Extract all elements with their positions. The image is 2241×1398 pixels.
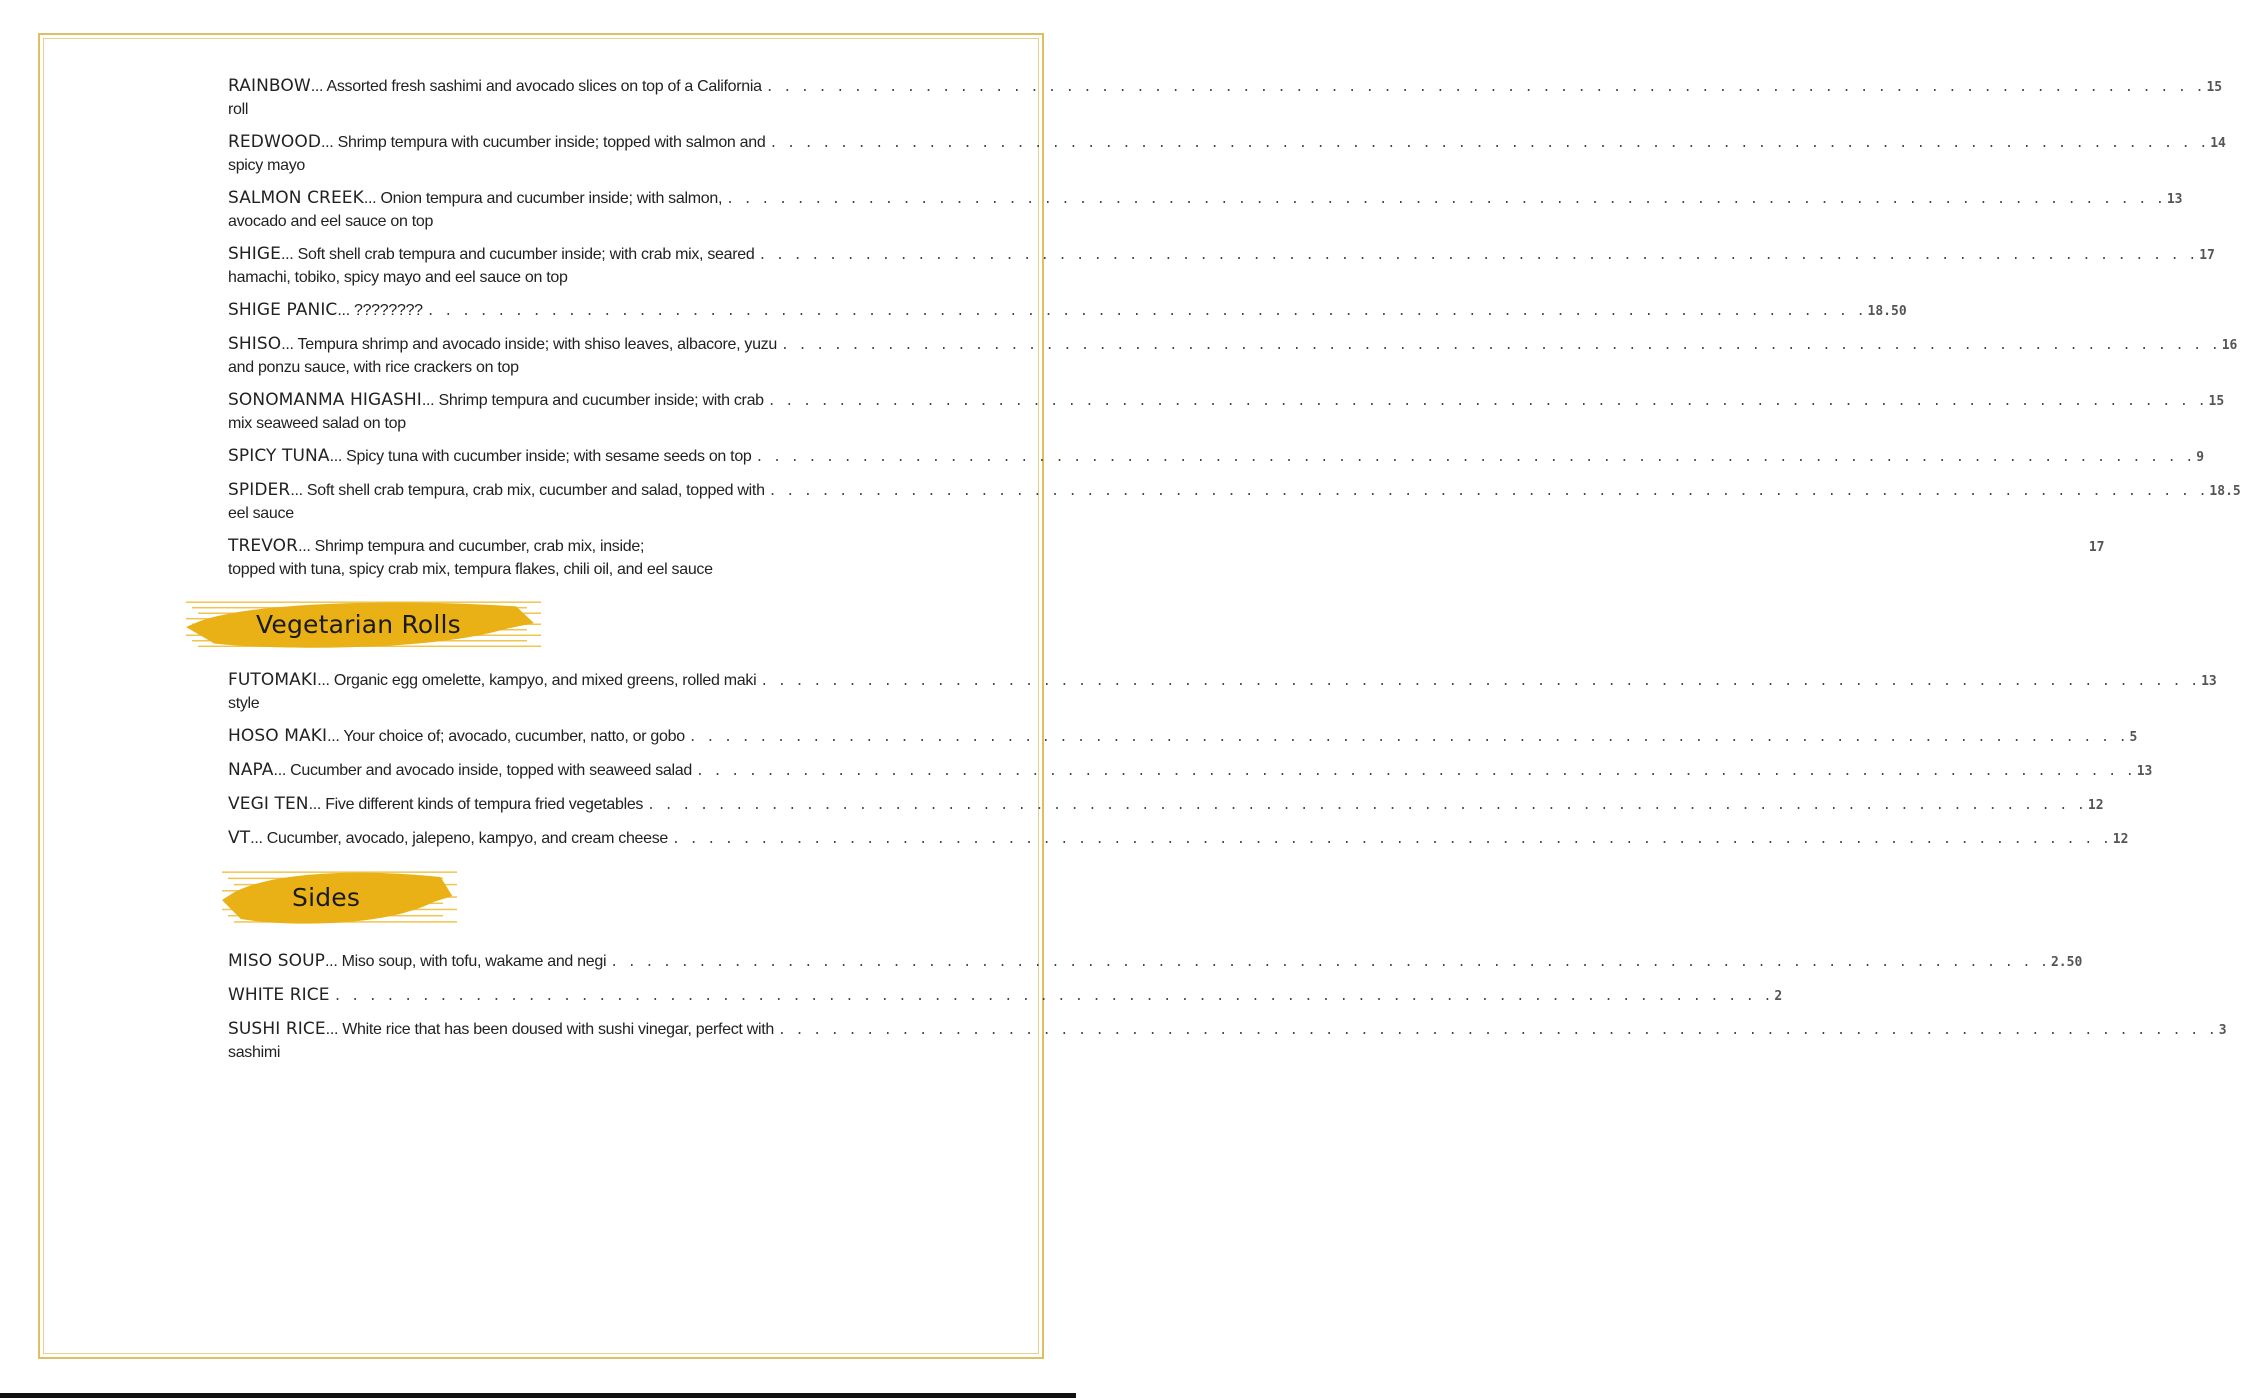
item-description-continued: avocado and eel sauce on top [228, 213, 434, 230]
item-price: 9 [2196, 450, 2205, 465]
item-price: 17 [2199, 248, 2215, 263]
item-price: 13 [2136, 764, 2153, 779]
item-price: 14 [2210, 136, 2226, 151]
item-description: ... Tempura shrimp and avocado inside; with shiso leaves, albacore, yuzu [281, 336, 777, 353]
dot-leader: . . . . . . . . . . . . . . . . . . . . . . . . . . . . . . . . . . . . . . . . . . . . . . . . . . . . . . . . . . . . . . . . . . . . . . . . . . . . . . . . . . [610, 955, 2049, 970]
item-description: ... Soft shell crab tempura, crab mix, cucumber and salad, topped with [290, 482, 765, 499]
dot-leader: . . . . . . . . . . . . . . . . . . . . . . . . . . . . . . . . . . . . . . . . . . . . . . . . . . . . . . . . . . . . . . . . . . . . . . . . . . . . . . . . . . [755, 450, 2195, 465]
item-name: RAINBOW [228, 76, 311, 96]
dot-leader: . . . . . . . . . . . . . . . . . . . . . . . . . . . . . . . . . . . . . . . . . . . . . . . . . . . . . . . . . . . . . . . . . . . . . . . . . . . . . . . . . . [768, 484, 2208, 499]
menu-item [228, 828, 2129, 851]
menu-item [228, 390, 2225, 435]
item-price: 12 [2087, 798, 2104, 813]
item-price: 18.50 [1867, 304, 1907, 319]
section-title: Sides [292, 883, 361, 912]
item-name: VEGI TEN [228, 794, 309, 814]
item-description: ... Your choice of; avocado, cucumber, natto, or gobo [327, 728, 685, 745]
item-description: ... Spicy tuna with cucumber inside; with sesame seeds on top [329, 448, 752, 465]
menu-item [228, 480, 2241, 525]
section-title: Vegetarian Rolls [256, 610, 461, 639]
item-price: 2 [1774, 989, 1783, 1004]
item-description: ... Assorted fresh sashimi and avocado slices on top of a California [310, 78, 762, 95]
item-price: 18.5 [2209, 484, 2241, 499]
dot-leader: . . . . . . . . . . . . . . . . . . . . . . . . . . . . . . . . . . . . . . . . . . . . . . . . . . . . . . . . . . . . . . . . . . . . . . . . . . . . . . . . . . [426, 304, 1866, 319]
dot-leader: . . . . . . . . . . . . . . . . . . . . . . . . . . . . . . . . . . . . . . . . . . . . . . . . . . . . . . . . . . . . . . . . . . . . . . . . . . . . . . . . . . [758, 248, 2198, 263]
menu-item [228, 446, 2205, 469]
item-description-continued: style [228, 695, 260, 712]
menu-item [228, 188, 2183, 233]
item-price: 12 [2112, 832, 2129, 847]
dot-leader: . . . . . . . . . . . . . . . . . . . . . . . . . . . . . . . . . . . . . . . . . . . . . . . . . . . . . . . . . . . . . . . . . . . . . . . . . . . . . . . . . . [672, 832, 2111, 847]
item-description: ... Shrimp tempura with cucumber inside; topped with salmon and [321, 134, 766, 151]
item-name: MISO SOUP [228, 951, 326, 971]
item-price: 13 [2166, 192, 2183, 207]
dot-leader: . . . . . . . . . . . . . . . . . . . . . . . . . . . . . . . . . . . . . . . . . . . . . . . . . . . . . . . . . . . . . . . . . . . . . . . . . . . . . . . . . . [780, 338, 2220, 353]
item-price: 3 [2218, 1023, 2227, 1038]
section-header [228, 863, 853, 951]
item-name: WHITE RICE [228, 985, 330, 1005]
item-description: ... Onion tempura and cucumber inside; with salmon, [363, 190, 723, 207]
dot-leader: . . . . . . . . . . . . . . . . . . . . . . . . . . . . . . . . . . . . . . . . . . . . . . . . . . . . . . . . . . . . . . . . . . . . . . . . . . . . . . . . . . [760, 674, 2200, 689]
item-description: ... Miso soup, with tofu, wakame and negi [325, 953, 607, 970]
item-description: ... Shrimp tempura and cucumber, crab mix, inside; [298, 538, 645, 555]
section-header [228, 590, 853, 670]
item-description-continued: mix seaweed salad on top [228, 415, 406, 432]
item-description-continued: hamachi, tobiko, spicy mayo and eel sauce on top [228, 269, 568, 286]
menu-item [228, 244, 2215, 289]
item-name: REDWOOD [228, 132, 322, 152]
menu-item [228, 951, 2083, 974]
item-name: NAPA [228, 760, 274, 780]
item-price: 16 [2221, 338, 2238, 353]
menu-item [228, 726, 2138, 749]
item-description-continued: topped with tuna, spicy crab mix, tempura flakes, chili oil, and eel sauce [228, 561, 713, 578]
item-description-continued: sashimi [228, 1044, 281, 1061]
item-name: VT [228, 828, 251, 848]
item-name: SONOMANMA HIGASHI [228, 390, 422, 410]
dot-leader: . . . . . . . . . . . . . . . . . . . . . . . . . . . . . . . . . . . . . . . . . . . . . . . . . . . . . . . . . . . . . . . . . . . . . . . . . . . . . . . . . . [767, 394, 2207, 409]
menu-item [228, 1019, 2227, 1064]
item-description-continued: eel sauce [228, 505, 294, 522]
item-price: 15 [2206, 80, 2223, 95]
dot-leader: . . . . . . . . . . . . . . . . . . . . . . . . . . . . . . . . . . . . . . . . . . . . . . . . . . . . . . . . . . . . . . . . . . . . . . . . . . . . . . . . . . [688, 730, 2128, 745]
item-description-continued: roll [228, 101, 249, 118]
item-price: 15 [2208, 394, 2225, 409]
dot-leader: . . . . . . . . . . . . . . . . . . . . . . . . . . . . . . . . . . . . . . . . . . . . . . . . . . . . . . . . . . . . . . . . . . . . . . . . . . . . . . . . . . [333, 989, 1773, 1004]
menu-item [228, 76, 2223, 121]
item-description: ... Five different kinds of tempura fried vegetables [308, 796, 644, 813]
menu-item [228, 794, 2104, 817]
dot-leader: . . . . . . . . . . . . . . . . . . . . . . . . . . . . . . . . . . . . . . . . . . . . . . . . . . . . . . . . . . . . . . . . . . . . . . . . . . . . . . . . . . [769, 136, 2209, 151]
item-description-continued: spicy mayo [228, 157, 306, 174]
menu-item [228, 334, 2238, 379]
item-name: SHIGE [228, 244, 282, 264]
item-name: FUTOMAKI [228, 670, 318, 690]
item-description: ... White rice that has been doused with sushi vinegar, perfect with [325, 1021, 774, 1038]
item-name: SUSHI RICE [228, 1019, 326, 1039]
item-name: SHISO [228, 334, 282, 354]
item-description: ... Organic egg omelette, kampyo, and mixed greens, rolled maki [317, 672, 757, 689]
item-name: HOSO MAKI [228, 726, 328, 746]
item-description: ... Cucumber and avocado inside, topped with seaweed salad [273, 762, 692, 779]
item-description: ... Soft shell crab tempura and cucumber inside; with crab mix, seared [281, 246, 755, 263]
item-name: TREVOR [228, 536, 299, 556]
dot-leader: . . . . . . . . . . . . . . . . . . . . . . . . . . . . . . . . . . . . . . . . . . . . . . . . . . . . . . . . . . . . . . . . . . . . . . . . . . . . . . . . . . [777, 1023, 2217, 1038]
item-name: SHIGE PANIC [228, 300, 338, 320]
item-name: SPICY TUNA [228, 446, 330, 466]
item-price: 2.50 [2050, 955, 2083, 970]
menu-item [228, 760, 2153, 783]
item-name: SPIDER [228, 480, 291, 500]
item-description: ... Cucumber, avocado, jalepeno, kampyo, and cream cheese [250, 830, 669, 847]
dot-leader: . . . . . . . . . . . . . . . . . . . . . . . . . . . . . . . . . . . . . . . . . . . . . . . . . . . . . . . . . . . . . . . . . . . . . . . . . . . . . . . . . . [647, 798, 2086, 813]
item-description-continued: and ponzu sauce, with rice crackers on top [228, 359, 519, 376]
menu-item [228, 132, 2226, 177]
bottom-edge [0, 1393, 1076, 1398]
dot-leader: . . . . . . . . . . . . . . . . . . . . . . . . . . . . . . . . . . . . . . . . . . . . . . . . . . . . . . . . . . . . . . . . . . . . . . . . . . . . . . . . . . [695, 764, 2135, 779]
item-price: 5 [2129, 730, 2138, 745]
item-price: 13 [2201, 674, 2217, 689]
dot-leader: . . . . . . . . . . . . . . . . . . . . . . . . . . . . . . . . . . . . . . . . . . . . . . . . . . . . . . . . . . . . . . . . . . . . . . . . . . . . . . . . . . [765, 80, 2205, 95]
menu-content [228, 76, 2241, 1075]
menu-item [228, 300, 1907, 323]
item-price: 17 [2088, 540, 2105, 555]
menu-item [228, 536, 2105, 581]
item-description: ... ???????? [337, 302, 423, 319]
item-name: SALMON CREEK [228, 188, 364, 208]
item-description: ... Shrimp tempura and cucumber inside; with crab [421, 392, 764, 409]
menu-item [228, 670, 2217, 715]
dot-leader: . . . . . . . . . . . . . . . . . . . . . . . . . . . . . . . . . . . . . . . . . . . . . . . . . . . . . . . . . . . . . . . . . . . . . . . . . . . . . . . . . . [726, 192, 2165, 207]
menu-item [228, 985, 1783, 1008]
